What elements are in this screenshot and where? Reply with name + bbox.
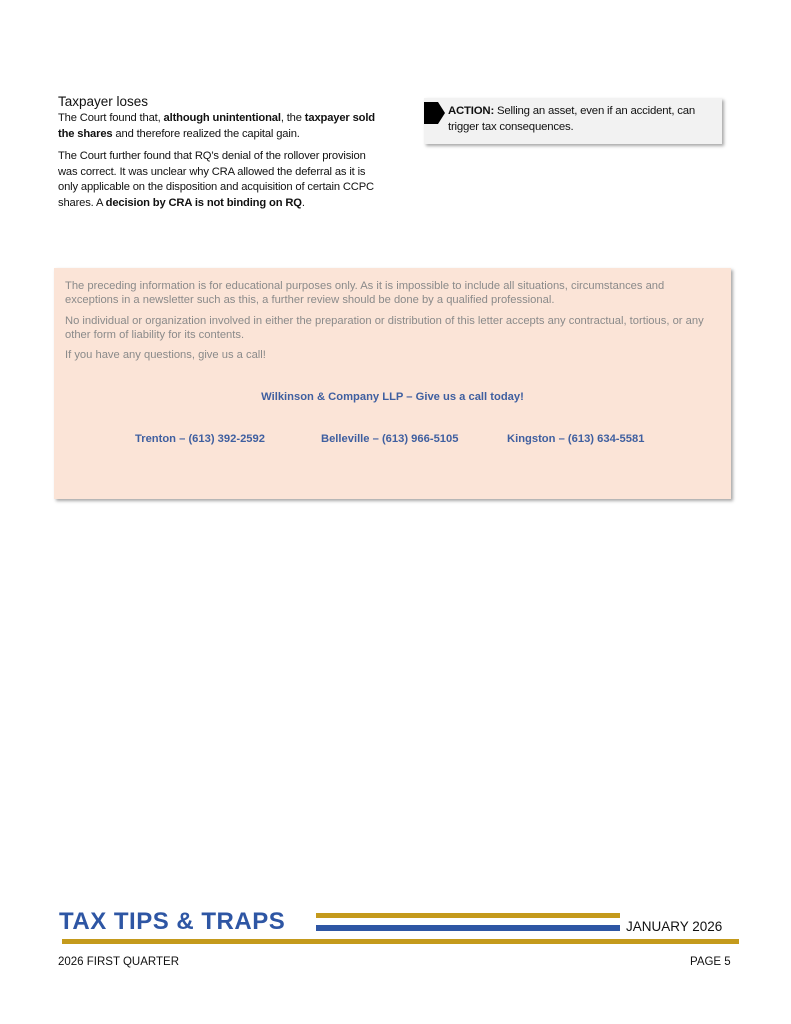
bold-run: decision by CRA is not binding on RQ [105,196,302,209]
bold-run: taxpayer sold the shares [58,112,375,140]
action-text [448,104,713,135]
gold-rule-top [316,913,620,918]
paragraph-court-further [58,149,376,211]
disclaimer-educational: The preceding information is for educational purposes only. As it is impossible to include all situations, circumstances and exceptions in a newsletter such as this, a further review should be done by a qualified professional. [65,280,665,306]
office-trenton: Trenton – (613) 392-2592 [135,433,265,445]
newsletter-title: TAX TIPS & TRAPS [59,908,286,935]
text-run: and therefore realized the capital gain. [112,127,300,140]
office-belleville: Belleville – (613) 966-5105 [321,433,459,445]
firm-call-line: Wilkinson & Company LLP – Give us a call today! [261,391,524,403]
paragraph-court-finding [58,111,376,142]
disclaimer-questions: If you have any questions, give us a call! [65,349,266,361]
section-heading: Taxpayer loses [58,94,149,109]
office-kingston: Kingston – (613) 634-5581 [507,433,645,445]
page-number: PAGE 5 [690,956,731,968]
action-body: Selling an asset, even if an accident, can trigger tax consequences. [448,105,696,133]
disclaimer-liability: No individual or organization involved in either the preparation or distribution of this letter accepts any contractual, tortious, or any other form of liability for its contents. [65,315,704,341]
blue-rule [316,925,620,931]
bold-run: although unintentional [163,112,281,124]
gold-rule-bottom [62,939,739,944]
text-run: The Court found that, [58,112,164,124]
disclaimer-box [54,268,731,499]
text-run: , the [280,112,305,124]
action-label: ACTION: [448,105,495,117]
text-run: . [301,196,305,209]
article-column [58,94,376,218]
arrow-tag-icon [424,102,446,124]
text-run: The Court further found that RQ’s denial of the rollover provision was correct. It was unclear why CRA allowed the deferral as it is only applicable on the disposition and acquisition of certain CCPC shares. A [58,150,374,209]
footer-quarter: 2026 FIRST QUARTER [58,956,180,968]
action-callout [424,98,722,144]
issue-date: JANUARY 2026 [626,919,723,934]
